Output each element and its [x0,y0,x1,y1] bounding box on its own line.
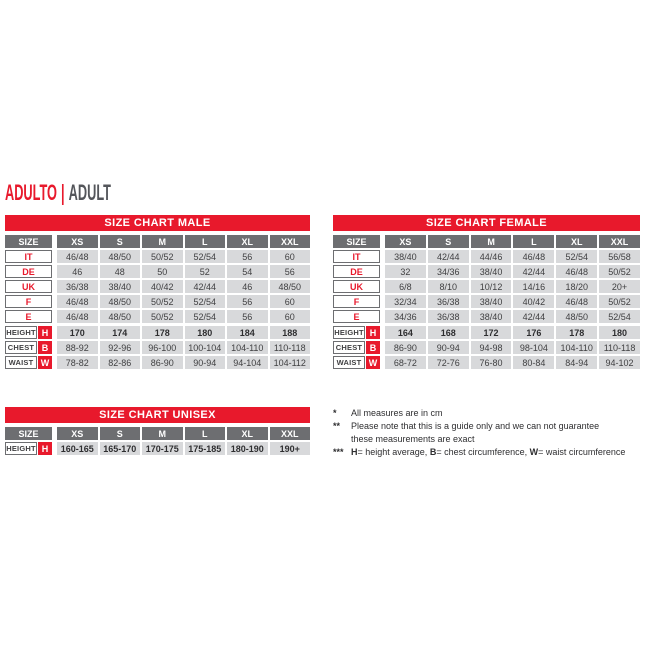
size-header-wrap [5,235,52,248]
measure-cell: 170 [57,326,98,339]
row-label-wrap [5,326,52,339]
size-cell: 36/38 [428,295,469,308]
size-cell: 56 [227,310,268,323]
size-cell: 40/42 [142,280,183,293]
size-cell: 46/48 [556,265,597,278]
measure-row [333,356,640,369]
size-header-wrap [5,427,52,440]
size-header-cell: SIZE [333,235,380,248]
measure-cell: 110-118 [599,341,640,354]
legend-letter: B [429,447,437,457]
footnotes [333,407,645,459]
footnote-measures-cm [333,407,645,420]
measure-cell: 165-170 [100,442,141,455]
size-cell: 8/10 [428,280,469,293]
row-label-wrap [333,265,380,278]
measure-cell: 104-110 [556,341,597,354]
size-cell: 38/40 [100,280,141,293]
size-row [333,295,640,308]
size-cell: 42/44 [185,280,226,293]
legend-text: = height average, [357,447,430,457]
measure-cell: 94-98 [471,341,512,354]
size-row [333,250,640,263]
size-cell: 48/50 [100,250,141,263]
column-header-cell: XXL [270,427,311,440]
row-label-wrap [333,356,380,369]
row-label: F [333,295,380,308]
column-header-cell: L [185,427,226,440]
row-label: IT [5,250,52,263]
column-header-cell: XS [385,235,426,248]
measure-cell: 110-118 [270,341,311,354]
size-row [333,310,640,323]
column-header-cell: L [513,235,554,248]
size-cell: 56 [227,250,268,263]
footnote-text [351,420,645,446]
size-row [5,310,310,323]
size-cell: 46/48 [513,250,554,263]
row-label-wrap [5,341,52,354]
size-cell: 46 [227,280,268,293]
size-cell: 18/20 [556,280,597,293]
measure-cell: 174 [100,326,141,339]
measure-cell: 180 [599,326,640,339]
measure-row [5,341,310,354]
column-header-cell: XXL [270,235,311,248]
row-label: E [5,310,52,323]
size-cell: 46/48 [556,295,597,308]
column-header-row [5,235,310,248]
size-cell: 42/44 [428,250,469,263]
size-cell: 20+ [599,280,640,293]
measure-cell: 88-92 [57,341,98,354]
measure-cell: 76-80 [471,356,512,369]
column-header-cell: M [142,235,183,248]
measure-badge: B [38,341,52,354]
row-label-wrap [5,295,52,308]
size-cell: 32 [385,265,426,278]
column-header-cell: XL [556,235,597,248]
measure-badge: H [38,326,52,339]
size-cell: 60 [270,310,311,323]
row-label-wrap [5,442,52,455]
size-cell: 50/52 [142,250,183,263]
size-cell: 46/48 [57,310,98,323]
measure-cell: 180 [185,326,226,339]
row-label: HEIGHT [334,328,364,337]
measure-cell: 170-175 [142,442,183,455]
row-label-wrap [333,295,380,308]
legend-letter: W [529,447,539,457]
row-label-wrap [5,356,52,369]
footnote-text [351,446,645,459]
row-label: CHEST [333,341,365,354]
row-label: CHEST [5,341,37,354]
measure-cell: 176 [513,326,554,339]
size-cell: 34/36 [385,310,426,323]
page-title-separator: | [61,180,65,205]
size-header-cell: SIZE [5,235,52,248]
size-cell: 36/38 [57,280,98,293]
size-header-wrap [333,235,380,248]
size-cell: 46/48 [57,295,98,308]
column-header-cell: XS [57,235,98,248]
measure-cell: 90-94 [185,356,226,369]
footnote-marker: ** [333,421,341,431]
size-cell: 48 [100,265,141,278]
measure-cell: 190+ [270,442,311,455]
measure-row [5,326,310,339]
size-cell: 50/52 [142,310,183,323]
size-cell: 38/40 [471,265,512,278]
size-cell: 48/50 [270,280,311,293]
size-cell: 52/54 [556,250,597,263]
size-row [5,265,310,278]
size-row [5,250,310,263]
size-cell: 52/54 [185,295,226,308]
measure-cell: 184 [227,326,268,339]
measure-cell: 94-102 [599,356,640,369]
size-cell: 60 [270,250,311,263]
measure-badge: H [38,442,52,455]
table-title: SIZE CHART FEMALE [333,215,640,231]
size-chart-female-table [333,215,640,371]
measure-cell: 178 [556,326,597,339]
size-chart-unisex-table [5,407,310,457]
row-label: IT [333,250,380,263]
measure-cell: 78-82 [57,356,98,369]
footnote-text: All measures are in cm [351,408,443,418]
measure-cell: 172 [471,326,512,339]
column-header-cell: XS [57,427,98,440]
measure-cell: 104-110 [227,341,268,354]
row-label-wrap [5,280,52,293]
measure-cell: 104-112 [270,356,311,369]
size-cell: 52/54 [599,310,640,323]
size-cell: 56/58 [599,250,640,263]
row-label: UK [333,280,380,293]
measure-cell: 72-76 [428,356,469,369]
page-title [5,180,111,205]
measure-cell: 86-90 [142,356,183,369]
table-title: SIZE CHART MALE [5,215,310,231]
row-label: F [5,295,52,308]
column-header-cell: S [428,235,469,248]
measure-cell: 98-104 [513,341,554,354]
footnote-legend [333,446,645,459]
column-header-cell: M [142,427,183,440]
size-chart-male-table [5,215,310,371]
size-cell: 46 [57,265,98,278]
size-cell: 44/46 [471,250,512,263]
measure-cell: 80-84 [513,356,554,369]
row-label: HEIGHT [6,444,36,453]
row-label-wrap [333,280,380,293]
size-header-cell: SIZE [5,427,52,440]
size-cell: 38/40 [471,310,512,323]
column-header-cell: L [185,235,226,248]
measure-cell: 100-104 [185,341,226,354]
measure-cell: 94-104 [227,356,268,369]
measure-cell: 168 [428,326,469,339]
size-row [333,280,640,293]
row-label-wrap [333,326,380,339]
size-row [5,295,310,308]
size-cell: 56 [227,295,268,308]
column-header-row [333,235,640,248]
measure-cell: 86-90 [385,341,426,354]
row-label-wrap [333,341,380,354]
size-cell: 60 [270,295,311,308]
row-label-wrap [5,310,52,323]
measure-cell: 175-185 [185,442,226,455]
measure-cell: 164 [385,326,426,339]
row-label: WAIST [5,356,37,369]
row-label: WAIST [333,356,365,369]
measure-row [333,326,640,339]
size-cell: 52/54 [185,310,226,323]
row-label: UK [5,280,52,293]
measure-badge: B [366,341,380,354]
column-header-cell: S [100,427,141,440]
size-cell: 36/38 [428,310,469,323]
size-cell: 52/54 [185,250,226,263]
size-cell: 32/34 [385,295,426,308]
row-label: DE [5,265,52,278]
measure-badge: H [366,326,380,339]
size-row [333,265,640,278]
size-cell: 42/44 [513,265,554,278]
size-cell: 52 [185,265,226,278]
size-cell: 34/36 [428,265,469,278]
column-header-cell: XXL [599,235,640,248]
row-label: DE [333,265,380,278]
size-cell: 56 [270,265,311,278]
column-header-cell: S [100,235,141,248]
footnote-text-line2: these measurements are exact [351,434,475,444]
row-label-wrap [5,250,52,263]
size-cell: 46/48 [57,250,98,263]
size-cell: 6/8 [385,280,426,293]
size-cell: 42/44 [513,310,554,323]
size-cell: 50/52 [599,295,640,308]
measure-cell: 160-165 [57,442,98,455]
column-header-cell: XL [227,235,268,248]
measure-row [333,341,640,354]
measure-cell: 82-86 [100,356,141,369]
column-header-cell: M [471,235,512,248]
measure-row [5,442,310,455]
measure-cell: 92-96 [100,341,141,354]
measure-cell: 90-94 [428,341,469,354]
footnote-marker: * [333,408,337,418]
size-cell: 48/50 [556,310,597,323]
size-cell: 14/16 [513,280,554,293]
legend-text: = waist circumference [538,447,626,457]
legend-letter: H [351,447,358,457]
measure-cell: 180-190 [227,442,268,455]
measure-cell: 188 [270,326,311,339]
footnote-marker: *** [333,447,344,457]
legend-text: = chest circumference, [436,447,530,457]
column-header-row [5,427,310,440]
footnote-guide-only [333,420,645,446]
measure-cell: 96-100 [142,341,183,354]
size-cell: 10/12 [471,280,512,293]
measure-badge: W [366,356,380,369]
measure-cell: 68-72 [385,356,426,369]
page-title-adulto: ADULTO [5,180,57,205]
size-cell: 38/40 [385,250,426,263]
footnote-text-line1: Please note that this is a guide only and we can not guarantee [351,421,600,431]
row-label-wrap [333,310,380,323]
size-cell: 40/42 [513,295,554,308]
measure-cell: 84-94 [556,356,597,369]
row-label: HEIGHT [6,328,36,337]
size-cell: 48/50 [100,295,141,308]
row-label: E [333,310,380,323]
size-cell: 50/52 [599,265,640,278]
page-title-adult: ADULT [68,180,111,205]
size-cell: 48/50 [100,310,141,323]
size-row [5,280,310,293]
measure-badge: W [38,356,52,369]
row-label-wrap [5,265,52,278]
measure-cell: 178 [142,326,183,339]
size-cell: 50/52 [142,295,183,308]
measure-row [5,356,310,369]
size-cell: 50 [142,265,183,278]
column-header-cell: XL [227,427,268,440]
table-title: SIZE CHART UNISEX [5,407,310,423]
row-label-wrap [333,250,380,263]
size-cell: 54 [227,265,268,278]
size-cell: 38/40 [471,295,512,308]
